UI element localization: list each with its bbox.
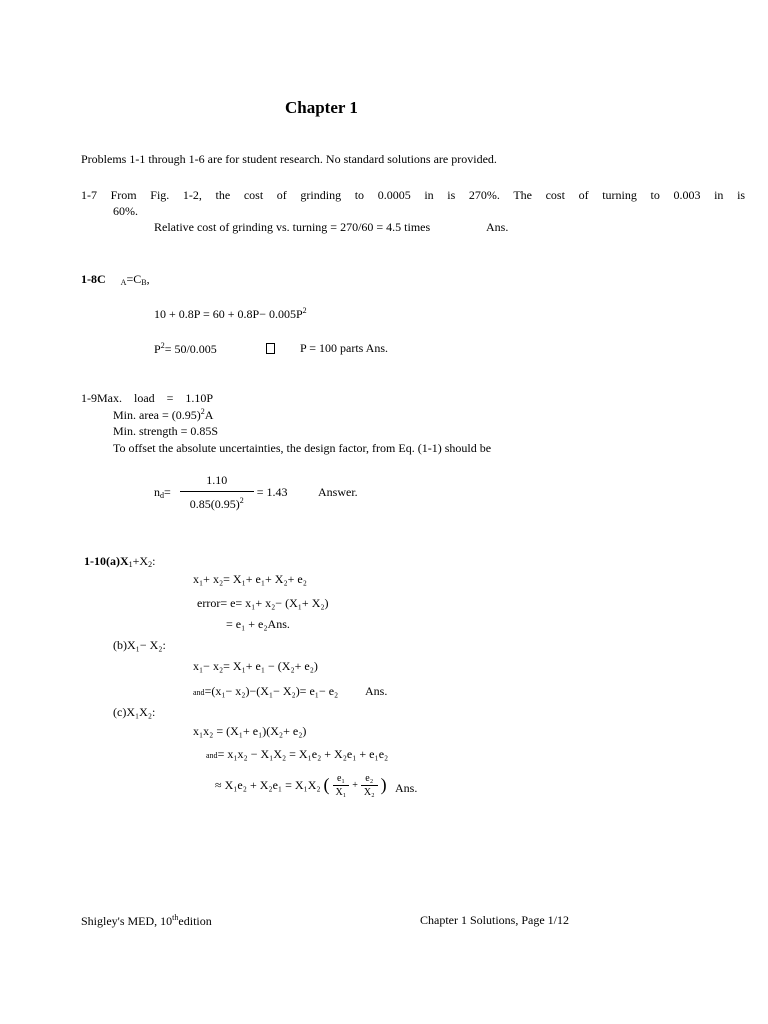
equation2-p: P bbox=[154, 342, 161, 356]
comma: , bbox=[146, 272, 150, 286]
equation2-superscript: 2 bbox=[160, 341, 165, 350]
label-colon: : bbox=[152, 554, 156, 568]
problem-1-7-word: of bbox=[578, 188, 589, 202]
problem-1-9-min-area bbox=[113, 407, 213, 423]
part-b-ans: Ans. bbox=[365, 684, 388, 698]
problem-1-7-word: in bbox=[424, 188, 434, 202]
part-c-fraction-a-den: X₁ bbox=[333, 785, 350, 798]
label-subscript-2: 2 bbox=[148, 560, 153, 569]
problem-1-7-word: cost bbox=[243, 188, 264, 202]
problem-1-7-word: cost bbox=[545, 188, 565, 202]
equals-c: =C bbox=[126, 272, 142, 286]
part-c-approx: ≈ X₁e₂ + X₂e₁ = X₁X₂ bbox=[215, 778, 321, 792]
footer-left bbox=[81, 913, 212, 929]
problem-1-7-word: 0.003 bbox=[673, 188, 701, 202]
problem-1-7-word: The bbox=[513, 188, 532, 202]
equation1-superscript: 2 bbox=[302, 306, 307, 315]
problem-1-7-word: of bbox=[276, 188, 287, 202]
nd-n: n bbox=[154, 485, 160, 499]
nd-equals: = bbox=[164, 485, 171, 499]
problem-1-7-word: is bbox=[737, 188, 746, 202]
problem-1-7-word: 1-7 bbox=[81, 188, 97, 202]
part-c-line1: x₁x₂ = (X₁+ e₁)(X₂+ e₂) bbox=[193, 724, 307, 738]
min-area-superscript: 2 bbox=[200, 407, 205, 416]
footer-edition-superscript: th bbox=[172, 913, 179, 922]
footer-book: Shigley's MED, 10 bbox=[81, 914, 173, 928]
part-c-label: (c)X₁X₂: bbox=[113, 705, 156, 719]
problem-1-9-design-factor bbox=[154, 473, 288, 512]
denominator-coefficient: 0.85 bbox=[189, 497, 211, 511]
fraction-denominator bbox=[180, 491, 254, 512]
problem-1-8-label: 1-8C bbox=[81, 272, 106, 286]
page-title: Chapter 1 bbox=[285, 98, 358, 117]
problem-1-7-word: is bbox=[447, 188, 456, 202]
problem-1-8-result: P = 100 parts Ans. bbox=[300, 341, 388, 355]
equation2-rest: = 50/0.005 bbox=[164, 342, 217, 356]
part-b-and: and bbox=[193, 688, 205, 697]
design-factor-fraction bbox=[180, 473, 254, 512]
footer-edition: edition bbox=[178, 914, 212, 928]
part-c-fraction-a-num: e₁ bbox=[336, 773, 345, 784]
problem-1-7-word: in bbox=[714, 188, 724, 202]
problem-1-10-header bbox=[84, 554, 155, 569]
problem-1-7-relative-cost: Relative cost of grinding vs. turning = 270/60 = 4.5 times bbox=[154, 220, 431, 234]
problem-1-7-word: to bbox=[354, 188, 365, 202]
left-paren: ( bbox=[323, 774, 330, 795]
problem-1-7-word: 1-2, bbox=[182, 188, 202, 202]
problem-1-7-ans: Ans. bbox=[486, 220, 509, 234]
problem-1-9-answer: Answer. bbox=[318, 485, 358, 499]
implies-arrow-icon bbox=[266, 343, 275, 354]
problem-1-8-equation2 bbox=[154, 341, 217, 357]
footer-page-number: Chapter 1 Solutions, Page 1/12 bbox=[420, 913, 569, 927]
part-c-line2 bbox=[206, 747, 388, 762]
part-b-equation: =(x₁− x₂)−(X₁− X₂)= e₁− e₂ bbox=[204, 684, 339, 698]
problem-1-7-word: 270%. bbox=[468, 188, 500, 202]
part-b-line1: x₁− x₂= X₁+ e₁ − (X₂+ e₂) bbox=[193, 659, 318, 673]
part-a-line1: x₁+ x₂= X₁+ e₁+ X₂+ e₂ bbox=[193, 572, 307, 586]
equation1-text: 10 + 0.8P = 60 + 0.8P− 0.005P bbox=[154, 307, 303, 321]
part-a-result: = e₁ + e₂Ans. bbox=[226, 617, 290, 631]
part-c-and: and bbox=[206, 751, 218, 760]
min-area-a: A bbox=[204, 408, 214, 422]
part-c-fraction-a bbox=[333, 773, 350, 798]
part-b-label: (b)X₁− X₂: bbox=[113, 638, 166, 652]
subscript-b: B bbox=[141, 278, 147, 287]
part-c-fraction-b bbox=[361, 773, 378, 798]
problem-1-8-equation1 bbox=[154, 306, 307, 322]
part-c-line3 bbox=[215, 773, 387, 798]
label-subscript-1: 1 bbox=[128, 560, 133, 569]
problem-1-7-line2: 60%. bbox=[113, 204, 138, 218]
problem-1-7-word: grinding bbox=[300, 188, 342, 202]
intro-text: Problems 1-1 through 1-6 are for student research. No standard solutions are provided. bbox=[81, 152, 497, 166]
design-factor-result: = 1.43 bbox=[256, 485, 288, 499]
right-paren: ) bbox=[380, 774, 387, 795]
min-area-text: Min. area = (0.95) bbox=[113, 408, 201, 422]
problem-1-7-line1 bbox=[81, 188, 745, 203]
label-plus-x: +X bbox=[132, 554, 149, 568]
problem-1-8-header bbox=[81, 272, 150, 287]
problem-1-7-word: turning bbox=[602, 188, 637, 202]
denominator-superscript: 2 bbox=[239, 496, 244, 505]
problem-1-9-offset-text: To offset the absolute uncertainties, the design factor, from Eq. (1-1) should be bbox=[113, 441, 492, 455]
problem-1-9-line1: 1-9Max. load = 1.10P bbox=[81, 391, 214, 405]
part-c-fraction-b-num: e₂ bbox=[365, 773, 374, 784]
subscript-a: A bbox=[120, 278, 127, 287]
problem-1-7-word: Fig. bbox=[150, 188, 170, 202]
problem-1-9-min-strength: Min. strength = 0.85S bbox=[113, 424, 219, 438]
part-c-ans: Ans. bbox=[395, 781, 418, 795]
problem-1-7-word: to bbox=[650, 188, 660, 202]
problem-1-10-label: 1-10(a)X bbox=[84, 554, 129, 568]
part-b-line2 bbox=[193, 684, 338, 699]
part-c-plus: + bbox=[352, 780, 358, 791]
part-c-equation: = x₁x₂ − X₁X₂ = X₁e₂ + X₂e₁ + e₁e₂ bbox=[217, 747, 389, 761]
problem-1-7-word: From bbox=[110, 188, 137, 202]
problem-1-7-word: 0.0005 bbox=[377, 188, 411, 202]
problem-1-7-word: the bbox=[215, 188, 231, 202]
nd-subscript: d bbox=[160, 491, 164, 500]
part-a-error-line: error= e= x₁+ x₂− (X₁+ X₂) bbox=[197, 596, 329, 610]
fraction-numerator: 1.10 bbox=[206, 473, 228, 487]
denominator-term: (0.95) bbox=[210, 497, 240, 511]
part-c-fraction-b-den: X₂ bbox=[361, 785, 378, 798]
